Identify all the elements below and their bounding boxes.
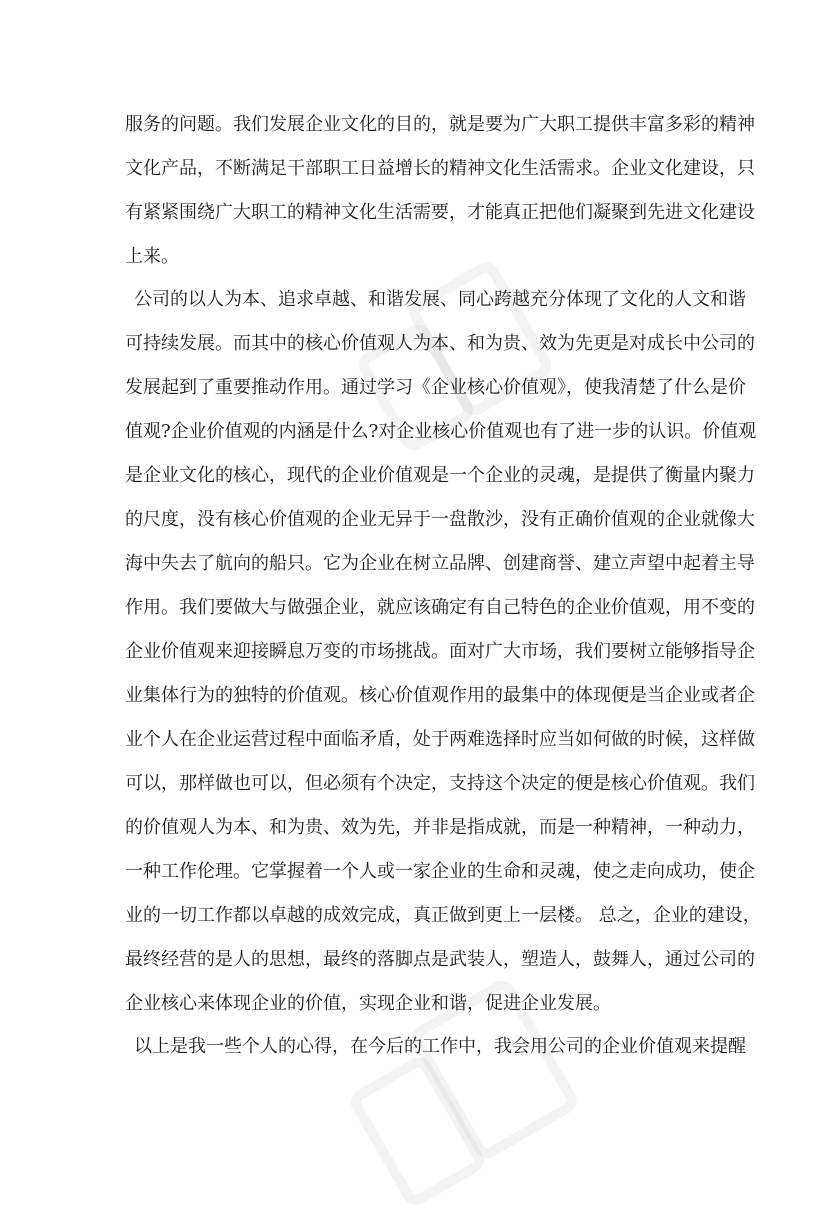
text-line: 业集体行为的独特的价值观。核心价值观作用的最集中的体现便是当企业或者企 [125, 685, 755, 706]
text-line: 公司的以人为本、追求卓越、和谐发展、同心跨越充分体现了文化的人文和谐 [134, 289, 746, 310]
text-line: 服务的问题。我们发展企业文化的目的，就是要为广大职工提供丰富多彩的精神 [125, 114, 755, 135]
text-line: 一种工作伦理。它掌握着一个人或一家企业的生命和灵魂，使之走向成功，使企 [125, 861, 755, 882]
text-line: 发展起到了重要推动作用。通过学习《企业核心价值观》，使我清楚了什么是价 [125, 377, 746, 398]
text-line: 企业核心来体现企业的价值，实现企业和谐，促进企业发展。 [125, 993, 611, 1014]
text-line: 业的一切工作都以卓越的成效完成，真正做到更上一层楼。 总之，企业的建设， [125, 905, 761, 926]
text-line: 有紧紧围绕广大职工的精神文化生活需要，才能真正把他们凝聚到先进文化建设 [125, 202, 755, 223]
text-line: 的价值观人为本、和为贵、效为先，并非是指成就，而是一种精神，一种动力， [125, 817, 755, 838]
text-line: 最终经营的是人的思想，最终的落脚点是武装人，塑造人，鼓舞人，通过公司的 [125, 949, 755, 970]
text-line: 作用。我们要做大与做强企业，就应该确定有自己特色的企业价值观，用不变的 [125, 597, 755, 618]
text-line: 海中失去了航向的船只。它为企业在树立品牌、创建商誉、建立声望中起着主导 [125, 553, 755, 574]
text-line: 以上是我一些个人的心得，在今后的工作中，我会用公司的企业价值观来提醒 [134, 1036, 746, 1057]
text-line: 值观?企业价值观的内涵是什么?对企业核心价值观也有了进一步的认识。价值观 [125, 421, 757, 442]
text-line: 企业价值观来迎接瞬息万变的市场挑战。面对广大市场，我们要树立能够指导企 [125, 641, 755, 662]
text-line: 文化产品，不断满足干部职工日益增长的精神文化生活需求。企业文化建设，只 [125, 158, 755, 179]
text-line: 可持续发展。而其中的核心价值观人为本、和为贵、效为先更是对成长中公司的 [125, 333, 755, 354]
text-line: 是企业文化的核心，现代的企业价值观是一个企业的灵魂，是提供了衡量内聚力 [125, 465, 755, 486]
text-line: 的尺度，没有核心价值观的企业无异于一盘散沙，没有正确价值观的企业就像大 [125, 509, 755, 530]
text-line: 可以，那样做也可以，但必须有个决定，支持这个决定的便是核心价值观。我们 [125, 773, 755, 794]
text-line: 业个人在企业运营过程中面临矛盾，处于两难选择时应当如何做的时候，这样做 [125, 729, 755, 750]
text-line: 上来。 [125, 246, 179, 267]
